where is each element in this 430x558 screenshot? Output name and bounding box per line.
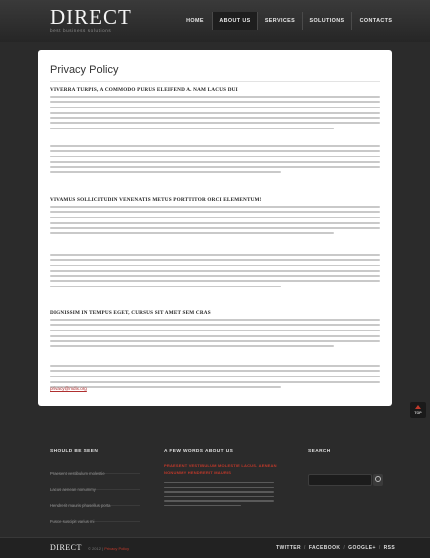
section-heading: DIGNISSIM IN TEMPUS EGET, CURSUS SIT AMET SEM CRAS [50, 310, 211, 316]
section-text [50, 254, 380, 291]
footer-highlight: NONUMMY HENDRERIT MAURIS [164, 470, 232, 475]
search-input[interactable] [308, 474, 372, 486]
section-heading: VIVERRA TURPIS, A COMMODO PURUS ELEIFEND A. NAM LACUS DUI [50, 87, 238, 93]
rss-link[interactable]: RSS [383, 545, 396, 551]
footer-title-about: A FEW WORDS ABOUT US [164, 449, 234, 454]
site-header [0, 0, 430, 42]
footer-link[interactable]: Hendrerit mauris phasellus porta [50, 494, 140, 506]
search-icon[interactable] [373, 474, 383, 486]
section-text [50, 365, 380, 391]
nav-home[interactable]: HOME [186, 18, 204, 24]
copyright: © 2012 | Privacy Policy [88, 546, 130, 551]
section-text [50, 96, 380, 133]
bottom-bar [0, 537, 430, 558]
arrow-up-icon [415, 405, 421, 409]
section-heading: VIVAMUS SOLLICITUDIN VENENATIS METUS PORTTITOR ORCI ELEMENTUM! [50, 197, 262, 203]
nav-services[interactable]: SERVICES [264, 18, 296, 24]
footer-link[interactable]: Fusce suscipit varius mi [50, 510, 140, 522]
google-plus-link[interactable]: GOOGLE+ [348, 545, 376, 551]
page-title: Privacy Policy [50, 64, 119, 76]
top-label: TOP [414, 411, 422, 415]
section-text [50, 145, 380, 177]
privacy-policy-link[interactable]: Privacy Policy [104, 546, 130, 551]
footer-link[interactable]: Lacus aenean nonummy [50, 478, 140, 490]
site-logo[interactable]: DIRECT [50, 5, 132, 29]
facebook-link[interactable]: FACEBOOK [308, 545, 341, 551]
nav-solutions[interactable]: SOLUTIONS [309, 18, 345, 24]
section-text [50, 206, 380, 238]
twitter-link[interactable]: TWITTER [276, 545, 302, 551]
nav-about-us[interactable]: ABOUT US [213, 12, 257, 30]
social-links: TWITTER / FACEBOOK / GOOGLE+ / RSS [276, 545, 396, 551]
content-panel [38, 50, 392, 406]
nav-contacts[interactable]: CONTACTS [359, 18, 393, 24]
footer-title-search: SEARCH [308, 449, 331, 454]
site-tagline: best business solutions [50, 28, 112, 33]
footer-title-should-be-seen: SHOULD BE SEEN [50, 449, 99, 454]
footer-about-text [164, 482, 274, 509]
footer-highlight: PRAESENT VESTIBULUM MOLESTIE LACUS. AENEAN [164, 463, 277, 468]
privacy-email-link[interactable]: privacy@mdix.org [50, 386, 87, 391]
main-nav [178, 12, 400, 30]
title-divider [50, 81, 380, 82]
footer-logo[interactable]: DIRECT [50, 543, 82, 552]
back-to-top-button[interactable] [410, 402, 426, 418]
footer-link[interactable]: Praesent vestibulum molestie [50, 462, 140, 474]
section-text [50, 319, 380, 351]
